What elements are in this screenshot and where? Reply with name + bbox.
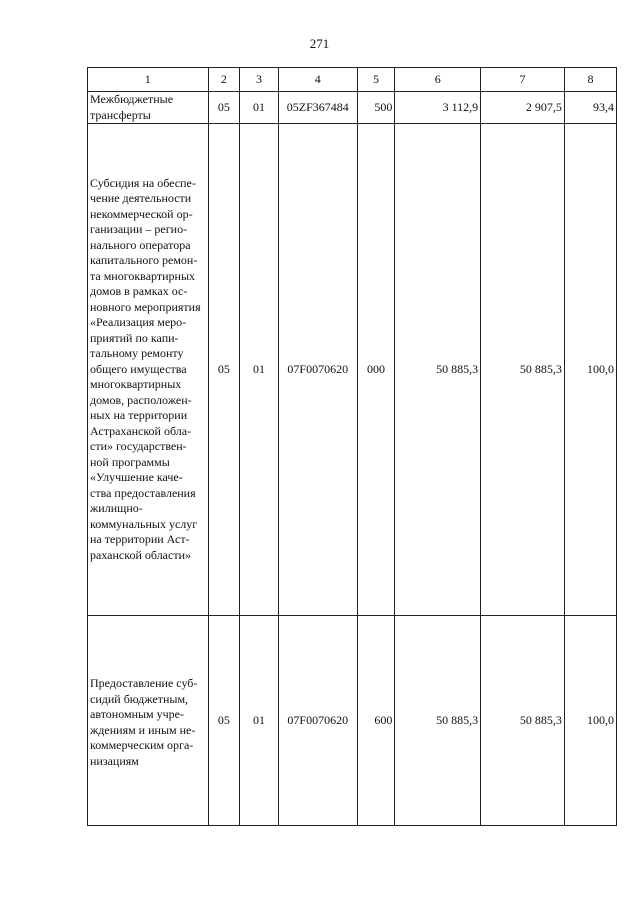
description-line: сти» государствен- xyxy=(90,439,187,454)
row-description xyxy=(88,92,209,124)
expense-type-code: 500 xyxy=(357,92,395,124)
amount-col6: 50 885,3 xyxy=(395,616,481,826)
column-header-7: 7 xyxy=(481,68,565,92)
subsection-code: 01 xyxy=(240,124,279,616)
section-code: 05 xyxy=(208,616,240,826)
amount-col6: 50 885,3 xyxy=(395,124,481,616)
description-line: капитального ремон- xyxy=(90,253,198,268)
amount-col7: 50 885,3 xyxy=(481,616,565,826)
description-line: ждениям и иным не- xyxy=(90,722,196,737)
budget-table xyxy=(87,67,617,826)
table-header-row xyxy=(88,68,617,92)
section-code: 05 xyxy=(208,124,240,616)
description-line: низациям xyxy=(90,753,139,768)
description-line: жилищно- xyxy=(90,501,143,516)
description-line: нального оператора xyxy=(90,237,191,252)
expense-type-code: 000 xyxy=(357,124,395,616)
column-header-5: 5 xyxy=(357,68,395,92)
description-line: тальному ремонту xyxy=(90,346,184,361)
description-line: приятий по капи- xyxy=(90,330,179,345)
table-row xyxy=(88,92,617,124)
target-article-code: 07F0070620 xyxy=(278,124,357,616)
description-line: «Реализация меро- xyxy=(90,315,187,330)
page-number: 271 xyxy=(309,36,330,51)
table-row xyxy=(88,616,617,826)
column-header-6: 6 xyxy=(395,68,481,92)
column-header-2: 2 xyxy=(208,68,240,92)
description-line: Предоставление суб- xyxy=(90,676,198,690)
description-line: коммунальных услуг xyxy=(90,516,198,531)
description-line: сидий бюджетным, xyxy=(90,691,189,706)
amount-col6: 3 112,9 xyxy=(395,92,481,124)
table-row xyxy=(88,124,617,616)
column-header-1: 1 xyxy=(88,68,209,92)
subsection-code: 01 xyxy=(240,92,279,124)
target-article-code: 05ZF367484 xyxy=(278,92,357,124)
description-line: трансферты xyxy=(90,107,151,122)
percent-col8: 100,0 xyxy=(564,124,616,616)
description-line: раханской области» xyxy=(90,547,191,562)
expense-type-code: 600 xyxy=(357,616,395,826)
amount-col7: 50 885,3 xyxy=(481,124,565,616)
subsection-code: 01 xyxy=(240,616,279,826)
description-line: Межбюджетные xyxy=(90,92,174,106)
column-header-8: 8 xyxy=(564,68,616,92)
description-line: домов в рамках ос- xyxy=(90,284,188,299)
description-line: Субсидия на обеспе- xyxy=(90,175,196,190)
column-header-3: 3 xyxy=(240,68,279,92)
description-line: на территории Аст- xyxy=(90,532,190,547)
description-line: автономным учре- xyxy=(90,707,185,721)
description-line: многоквартирных xyxy=(90,377,182,392)
row-description xyxy=(88,616,209,826)
description-line: коммерческим орга- xyxy=(90,738,194,752)
description-line: некоммерческой ор- xyxy=(90,206,193,221)
percent-col8: 100,0 xyxy=(564,616,616,826)
description-line: ганизации – регио- xyxy=(90,222,188,237)
target-article-code: 07F0070620 xyxy=(278,616,357,826)
section-code: 05 xyxy=(208,92,240,124)
description-line: Астраханской обла- xyxy=(90,423,192,438)
description-line: та многоквартирных xyxy=(90,268,196,283)
column-header-4: 4 xyxy=(278,68,357,92)
description-line: ства предоставления xyxy=(90,485,196,500)
description-line: «Улучшение каче- xyxy=(90,470,183,485)
description-line: ной программы xyxy=(90,454,170,469)
amount-col7: 2 907,5 xyxy=(481,92,565,124)
percent-col8: 93,4 xyxy=(564,92,616,124)
description-line: домов, расположен- xyxy=(90,392,192,407)
description-line: чение деятельности xyxy=(90,191,192,206)
row-description xyxy=(88,124,209,616)
description-line: общего имущества xyxy=(90,361,187,376)
description-line: ных на территории xyxy=(90,408,188,423)
description-line: новного мероприятия xyxy=(90,299,201,314)
